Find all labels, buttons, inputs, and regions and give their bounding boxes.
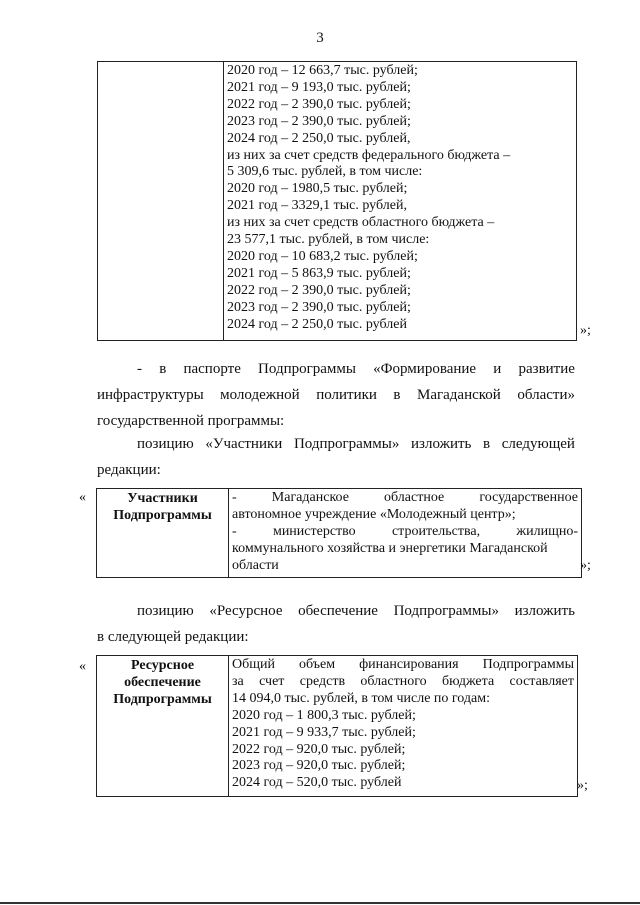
opening-quote: « (79, 490, 86, 505)
table-line: - Магаданское областное государственное (232, 490, 578, 505)
closing-quote: »; (580, 558, 591, 573)
table-line: 23 577,1 тыс. рублей, в том числе: (227, 232, 430, 248)
table-line: 2023 год – 2 390,0 тыс. рублей; (227, 113, 411, 129)
table-line: 2021 год – 9 933,7 тыс. рублей; (232, 724, 416, 740)
paragraph-participants (97, 431, 575, 483)
table-line: - министерство строительства, жилищно- (232, 523, 578, 539)
text-line: государственной программы: (97, 413, 285, 429)
text-line: позицию «Ресурсное обеспечение Подпрограммы» изложить (137, 603, 575, 619)
table-line: 2020 год – 10 683,2 тыс. рублей; (227, 248, 418, 264)
table-right-cell (229, 489, 580, 577)
table-line: за счет средств областного бюджета составляет (232, 673, 574, 689)
table-line: из них за счет средств областного бюджета – (227, 215, 495, 231)
table-line: 2023 год – 2 390,0 тыс. рублей; (227, 299, 411, 315)
text-line: - в паспорте Подпрограммы «Формирование и развитие (137, 361, 575, 377)
participants-title: Участники Подпрограммы (97, 489, 229, 577)
paragraph-resources (97, 598, 575, 650)
table-line: 2024 год – 520,0 тыс. рублей (232, 775, 402, 791)
table-line: 5 309,6 тыс. рублей, в том числе: (227, 164, 423, 180)
participants-table (96, 488, 582, 578)
table-line: 2022 год – 2 390,0 тыс. рублей; (227, 96, 411, 112)
table-line: коммунального хозяйства и энергетики Магаданской (232, 540, 548, 556)
table-line: 2020 год – 1 800,3 тыс. рублей; (232, 707, 416, 723)
table-line: области (232, 557, 279, 573)
closing-quote: »; (580, 323, 591, 338)
table-line: 2022 год – 920,0 тыс. рублей; (232, 741, 406, 757)
text-line: инфраструктуры молодежной политики в Магаданской области» (97, 387, 575, 403)
page-number: 3 (316, 30, 324, 46)
text-line: в следующей редакции: (97, 629, 249, 645)
text-line: редакции: (97, 462, 161, 478)
table-left-cell (98, 62, 224, 340)
text-line: позицию «Участники Подпрограммы» изложить в следующей (137, 436, 575, 452)
table-line: 2020 год – 1980,5 тыс. рублей; (227, 181, 408, 197)
table-line: 2024 год – 2 250,0 тыс. рублей (227, 316, 407, 332)
table-line: 14 094,0 тыс. рублей, в том числе по годам: (232, 690, 490, 706)
table-line: 2024 год – 2 250,0 тыс. рублей, (227, 130, 411, 146)
table-right-cell (224, 62, 574, 340)
bottom-rule (0, 902, 640, 904)
table-line: автономное учреждение «Молодежный центр»; (232, 506, 516, 522)
resources-title: Ресурсное обеспечение Подпрограммы (97, 656, 229, 796)
table-line: из них за счет средств федерального бюджета – (227, 147, 511, 163)
table-line: 2021 год – 9 193,0 тыс. рублей; (227, 79, 411, 95)
paragraph-passport (97, 356, 575, 434)
table-line: 2021 год – 3329,1 тыс. рублей, (227, 198, 407, 214)
table-line: 2023 год – 920,0 тыс. рублей; (232, 758, 406, 774)
opening-quote: « (79, 659, 86, 674)
table-line: Общий объем финансирования Подпрограммы (232, 657, 574, 672)
financing-table (97, 61, 577, 341)
table-right-cell (229, 656, 576, 796)
table-line: 2020 год – 12 663,7 тыс. рублей; (227, 63, 418, 78)
table-line: 2021 год – 5 863,9 тыс. рублей; (227, 265, 411, 281)
resources-table (96, 655, 578, 797)
closing-quote: »; (577, 778, 588, 793)
table-line: 2022 год – 2 390,0 тыс. рублей; (227, 282, 411, 298)
